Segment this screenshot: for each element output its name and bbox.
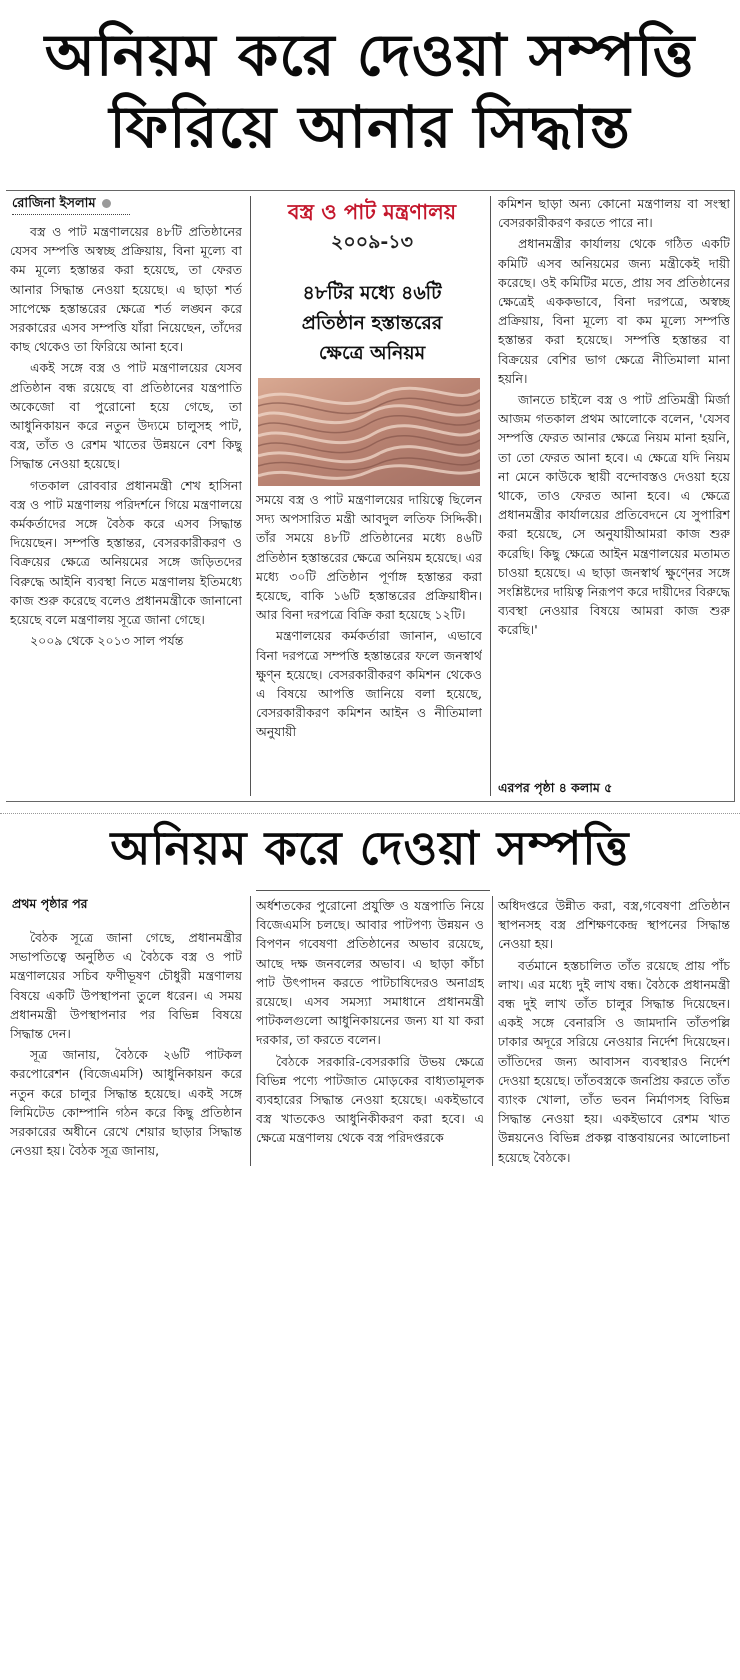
paragraph: মন্ত্রণালয়ের কর্মকর্তারা জানান, এভাবে বিনা দরপত্রে সম্পত্তি হস্তান্তরের ফলে জনস্বার্থ ক্ষুণ্ন হয়েছে। বেসরকারীকরণ কমিশন থেকেও এ বিষয়ে আপত্তি জানিয়ে বলা হয়েছে, বেসরকারীকরণ কমিশন আইন ও নীতিমালা অনুযায়ী <box>256 628 482 740</box>
article-column-1 <box>10 222 242 812</box>
paragraph: সময়ে বস্ত্র ও পাট মন্ত্রণালয়ের দায়িত্বে ছিলেন সদ্য অপসারিত মন্ত্রী আবদুল লতিফ সিদ্দিকী। তাঁর সময়ে ৪৮টি প্রতিষ্ঠানের মধ্যে ৪৬টি প্রতিষ্ঠান হস্তান্তরের ক্ষেত্রে অনিয়ম হয়েছে। এর মধ্যে ৩০টি প্রতিষ্ঠান পূর্ণাঙ্গ হস্তান্তর করা হয়েছে, বাকি ১৬টি হস্তান্তরের প্রক্রিয়াধীন। আর বিনা দরপত্রে বিক্রি করা হয়েছে ১২টি। <box>256 492 482 623</box>
byline-name: রোজিনা ইসলাম <box>12 196 96 211</box>
subheadline-line: ক্ষেত্রে অনিয়ম <box>318 342 426 364</box>
article-column-3 <box>498 194 730 814</box>
box-subheadline <box>262 278 482 368</box>
paragraph: একই সঙ্গে বস্ত্র ও পাট মন্ত্রণালয়ের যেসব প্রতিষ্ঠান বন্ধ রয়েছে বা প্রতিষ্ঠানের যন্ত্রপাতি অকেজো বা পুরোনো হয়ে গেছে, তা আধুনিকায়ন করে নতুন উদ্যমে চালুসহ পাট, বস্ত্র, তাঁত ও রেশম খাতের উন্নয়নে বেশ কিছু সিদ্ধান্ত নেওয়া হয়েছে। <box>10 360 242 472</box>
paragraph: বৈঠক সূত্রে জানা গেছে, প্রধানমন্ত্রীর সভাপতিত্বে অনুষ্ঠিত এ বৈঠকে বস্ত্র ও পাট মন্ত্রণালয়ের সচিব ফণীভূষণ চৌধুরী মন্ত্রণালয় বিষয়ে একটি উপস্থাপনা তুলে ধরেন। এ সময় প্রধানমন্ত্রী উপস্থাপনার পর বিভিন্ন বিষয়ে সিদ্ধান্ত দেন। <box>10 930 242 1042</box>
continuation-column-3 <box>498 896 730 1168</box>
paragraph: প্রধানমন্ত্রীর কার্যালয় থেকে গঠিত একটি কমিটি এসব অনিয়মের জন্য মন্ত্রীকেই দায়ী করেছে। ওই কমিটির মতে, প্রায় সব প্রতিষ্ঠানের ক্ষেত্রেই এককভাবে, বিনা দরপত্রে, অস্বচ্ছ প্রক্রিয়ায়, বিনা মূল্যে বা কম মূল্যে সম্পত্তি হস্তান্তর করা হয়েছে। সম্পত্তি হস্তান্তর বা বিক্রয়ের বেশির ভাগ ক্ষেত্রে নীতিমালা মানা হয়নি। <box>498 236 730 386</box>
subheadline-line: ৪৮টির মধ্যে ৪৬টি <box>302 282 442 304</box>
continued-on-page: এরপর পৃষ্ঠা ৪ কলাম ৫ <box>498 780 613 795</box>
years-label: ২০০৯-১৩ <box>331 231 413 253</box>
paragraph: কমিশন ছাড়া অন্য কোনো মন্ত্রণালয় বা সংস্থা বেসরকারীকরণ করতে পারে না। <box>498 196 730 231</box>
paragraph: বর্তমানে হস্তচালিত তাঁত রয়েছে প্রায় পাঁচ লাখ। এর মধ্যে দুই লাখ বন্ধ। বৈঠকে প্রধানমন্ত্রী বন্ধ দুই লাখ তাঁত চালুর সিদ্ধান্ত দিয়েছেন। একই সঙ্গে বেনারসি ও জামদানি তাঁতপল্লি ঢাকার অদূরে সরিয়ে নেওয়ার নির্দেশ দিয়েছেন। তাঁতিদের জন্য আবাসন ব্যবস্থারও নির্দেশ দেওয়া হয়েছে। তাঁতবস্ত্রকে জনপ্রিয় করতে তাঁত ব্যাংক খোলা, তাঁত ভবন নির্মাণসহ বিভিন্ন সিদ্ধান্ত নেওয়া হয়। একইভাবে রেশম খাত উন্নয়নেও বিভিন্ন প্রকল্প বাস্তবায়নের আলোচনা হয়েছে বৈঠকে। <box>498 957 730 1165</box>
paragraph: বৈঠকে সরকারি-বেসরকারি উভয় ক্ষেত্রে বিভিন্ন পণ্যে পাটজাত মোড়কের বাধ্যতামূলক ব্যবহারের সিদ্ধান্ত নেওয়া হয়েছে। একইভাবে বস্ত্র খাতকেও আধুনিকীকরণ করা হবে। এ ক্ষেত্রে মন্ত্রণালয় থেকে বস্ত্র পরিদপ্তরকে <box>256 1053 484 1146</box>
headline-rule <box>256 890 490 891</box>
headline-line-2: ফিরিয়ে আনার সিদ্ধান্ত <box>109 93 631 161</box>
column-divider <box>490 196 491 796</box>
paragraph: জানতে চাইলে বস্ত্র ও পাট প্রতিমন্ত্রী মির্জা আজম গতকাল প্রথম আলোকে বলেন, 'যেসব সম্পত্তি ফেরত আনার ক্ষেত্রে নিয়ম মানা হয়নি, তা তো ফেরত আনা হবে। এ ক্ষেত্রে যদি নিয়ম না মেনে কাউকে স্থায়ী বন্দোবস্তও দেওয়া হয়ে থাকে, তাও ফেরত আনা হবে। এ ক্ষেত্রে প্রধানমন্ত্রীর কার্যালয়ের প্রতিবেদনে যে সুপারিশ করা হয়েছে, সে অনুযায়ীআমরা কাজ শুরু করেছি। কিছু ক্ষেত্রে আইন মন্ত্রণালয়ের মতামত চাওয়া হয়েছে। এ ছাড়া জনস্বার্থ ক্ষুণ্নের সঙ্গে সংশ্লিষ্টদের দায়িত্ব নিরূপণ করে দায়ীদের বিরুদ্ধে ব্যবস্থা নেওয়ার বিষয়ে আমরা কাজ শুরু করেছি।' <box>498 392 730 638</box>
continuation-headline: অনিয়ম করে দেওয়া সম্পত্তি <box>110 821 630 875</box>
paragraph: অধিদপ্তরে উন্নীত করা, বস্ত্র,গবেষণা প্রতিষ্ঠান স্থাপনসহ বস্ত্র প্রশিক্ষণকেন্দ্র স্থাপনের সিদ্ধান্ত নেওয়া হয়। <box>498 898 730 952</box>
column-divider <box>492 896 493 1166</box>
section-separator <box>0 813 740 814</box>
paragraph: গতকাল রোববার প্রধানমন্ত্রী শেখ হাসিনা বস্ত্র ও পাট মন্ত্রণালয় পরিদর্শনে গিয়ে মন্ত্রণালয়ে কর্মকর্তাদের সঙ্গে বৈঠক করে এসব সিদ্ধান্ত দিয়েছেন। সম্পত্তি হস্তান্তর, বেসরকারীকরণ ও বিক্রয়ের ক্ষেত্রে অনিয়মের সঙ্গে জড়িতদের বিরুদ্ধে আইনি ব্যবস্থা নিতে মন্ত্রণালয় ইতিমধ্যে কাজ শুরু করেছে বলেও প্রধানমন্ত্রীকে জানানো হয়েছে বলে মন্ত্রণালয় সূত্রে জানা গেছে। <box>10 477 242 628</box>
ministry-label: বস্ত্র ও পাট মন্ত্রণালয় <box>287 200 457 224</box>
continuation-column-1 <box>10 928 242 1168</box>
paragraph: ২০০৯ থেকে ২০১৩ সাল পর্যন্ত <box>30 633 184 649</box>
article-column-2 <box>256 490 482 800</box>
byline-dot-icon <box>102 199 111 208</box>
byline-rule <box>12 214 130 215</box>
column-divider <box>250 196 251 796</box>
headline-line-1: অনিয়ম করে দেওয়া সম্পত্তি <box>44 21 696 89</box>
subheadline-line: প্রতিষ্ঠান হস্তান্তরের <box>301 312 443 334</box>
continuation-column-2 <box>256 896 484 1168</box>
paragraph: অর্ধশতকের পুরোনো প্রযুক্তি ও যন্ত্রপাতি নিয়ে বিজেএমসি চলছে। আবার পাটপণ্য উন্নয়ন ও বিপণন গবেষণা প্রতিষ্ঠানের অভাব রয়েছে, আছে দক্ষ জনবলের অভাব। এ ছাড়া কাঁচা পাট উৎপাদন করতে পাটচাষিদেরও অনাগ্রহ রয়েছে। এসব সমস্যা সমাধানে প্রধানমন্ত্রী পাটকলগুলো আধুনিকায়নের জন্য যা যা করা দরকার, তা করতে বলেন। <box>256 898 484 1048</box>
paragraph: সূত্র জানায়, বৈঠকে ২৬টি পাটকল করপোরেশন (বিজেএমসি) আধুনিকায়ন করে নতুন করে চালুর সিদ্ধান্ত হয়েছে। একই সঙ্গে লিমিটেড কোম্পানি গঠন করে কিছু প্রতিষ্ঠান সরকারের অধীনে রেখে শেয়ার ছাড়ার সিদ্ধান্ত নেওয়া হয়। বৈঠক সূত্র জানায়, <box>10 1047 242 1159</box>
column-divider <box>250 896 251 1166</box>
byline <box>12 194 111 215</box>
continued-from-label: প্রথম পৃষ্ঠার পর <box>12 896 88 911</box>
paragraph: বস্ত্র ও পাট মন্ত্রণালয়ের ৪৮টি প্রতিষ্ঠানের যেসব সম্পত্তি অস্বচ্ছ প্রক্রিয়ায়, বিনা মূল্যে বা কম মূল্যে হস্তান্তর করা হয়েছে, তা ফেরত আনার সিদ্ধান্ত নেওয়া হয়েছে। এ ছাড়া শর্ত সাপেক্ষে হস্তান্তরের ক্ষেত্রে শর্ত লঙ্ঘন করে সরকারের এসব সম্পত্তি যাঁরা নিয়েছেন, তাঁদের কাছ থেকেও তা ফিরিয়ে আনা হবে। <box>10 224 242 355</box>
jute-fiber-photo <box>258 378 480 486</box>
